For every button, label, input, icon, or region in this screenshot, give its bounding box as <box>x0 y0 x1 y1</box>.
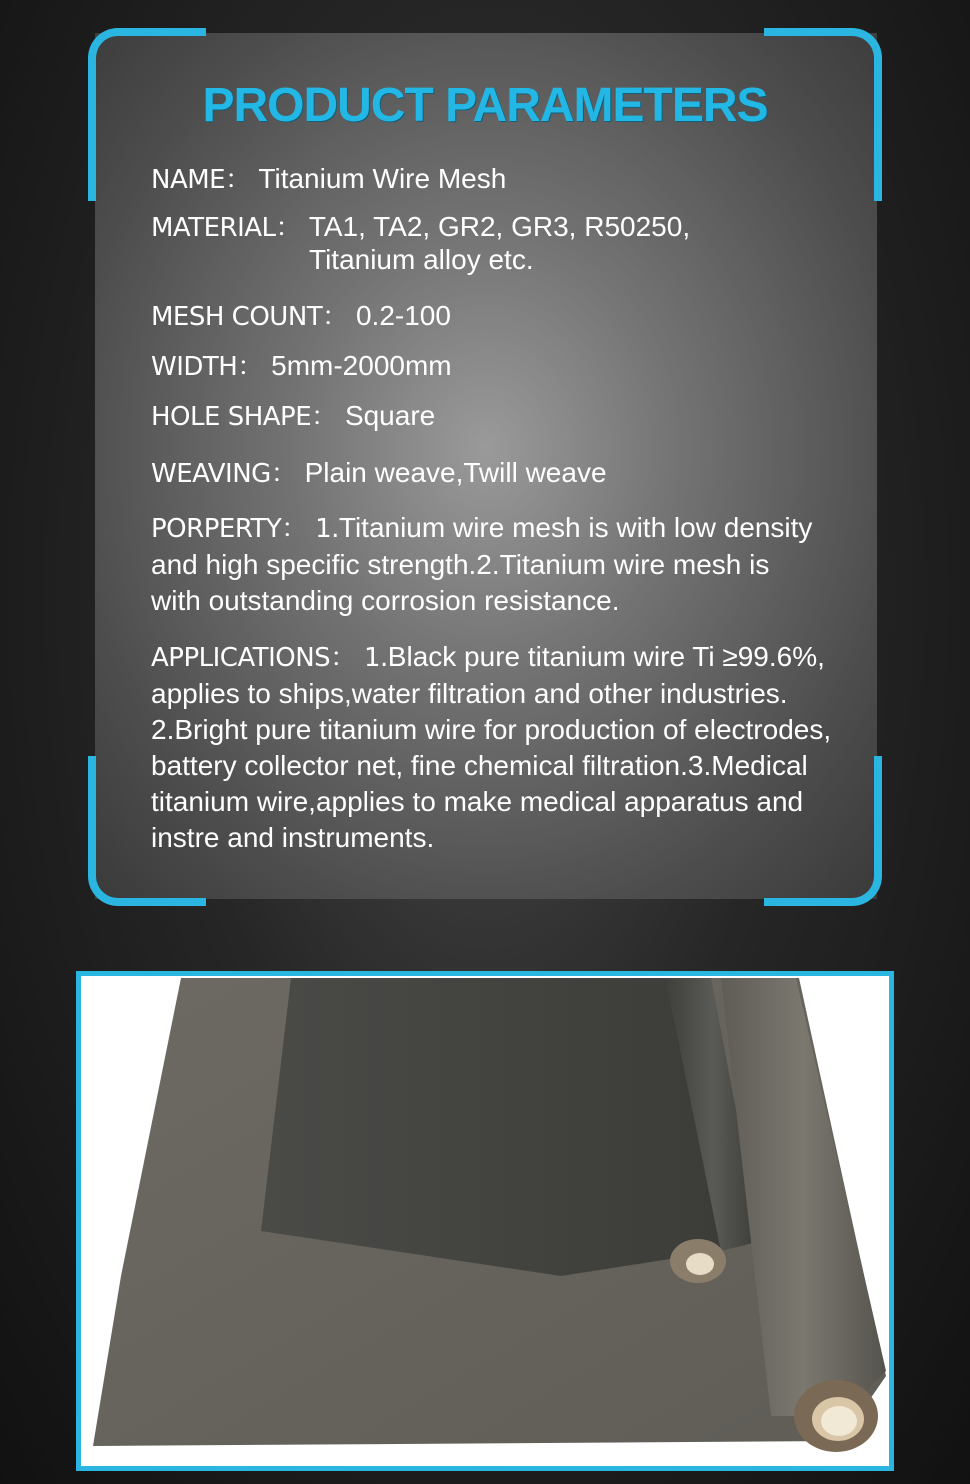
param-value: Square <box>344 400 436 431</box>
param-value-continued: Titanium alloy etc. <box>309 244 534 275</box>
param-label: APPLICATIONS <box>151 643 331 673</box>
param-value: Black pure titanium wire Ti ≥99.6%, <box>387 641 825 672</box>
product-photo <box>76 971 894 1471</box>
param-value: battery collector net, fine chemical filtration.3.Medical <box>151 750 808 781</box>
param-value: Plain weave,Twill weave <box>304 457 607 488</box>
param-value: 0.2-100 <box>355 300 451 331</box>
param-label: NAME <box>151 165 226 195</box>
param-mesh-count: MESH COUNT： 0.2-100 <box>151 300 451 332</box>
param-value: TA1, TA2, GR2, GR3, R50250, <box>308 211 691 242</box>
param-label: MATERIAL <box>151 213 276 243</box>
param-value: instre and instruments. <box>151 822 435 853</box>
param-width: WIDTH： 5mm-2000mm <box>151 350 452 382</box>
param-value: titanium wire,applies to make medical apparatus and <box>151 786 804 817</box>
param-number: 1. <box>363 643 388 673</box>
param-value: and high specific strength.2.Titanium wire mesh is <box>151 549 770 580</box>
param-hole-shape: HOLE SHAPE： Square <box>151 400 436 432</box>
param-value: with outstanding corrosion resistance. <box>151 585 620 616</box>
param-value: Titanium Wire Mesh <box>258 163 507 194</box>
param-label: MESH COUNT <box>151 302 323 332</box>
param-number: 1. <box>315 514 339 544</box>
page-title: PRODUCT PARAMETERS <box>202 79 768 132</box>
param-weaving: WEAVING： Plain weave,Twill weave <box>151 457 607 489</box>
param-label: WEAVING <box>151 459 271 489</box>
mesh-rolls-illustration <box>81 976 889 1466</box>
param-value: 2.Bright pure titanium wire for production of electrodes, <box>151 714 832 745</box>
param-value: Titanium wire mesh is with low density <box>338 512 813 543</box>
param-material: MATERIAL： TA1, TA2, GR2, GR3, R50250, Titanium alloy etc. <box>151 211 851 275</box>
param-label: HOLE SHAPE <box>151 402 312 432</box>
param-property: PORPERTY： 1.Titanium wire mesh is with low density and high specific strength.2.Titanium wire mesh is with outstanding corrosion resistance. <box>151 512 813 616</box>
param-applications: APPLICATIONS： 1.Black pure titanium wire Ti ≥99.6%, applies to ships,water filtration and other industries. 2.Bright pure titanium wire for production of electrodes, battery collector net, fine chemical filtration.3.Medical titanium wire,applies to make medical apparatus and instre and instruments. <box>151 641 832 853</box>
param-name: NAME： Titanium Wire Mesh <box>151 163 507 195</box>
mesh-sheet-dark <box>261 978 721 1276</box>
param-label: PORPERTY <box>151 514 282 544</box>
param-value: 5mm-2000mm <box>271 350 452 381</box>
param-value: applies to ships,water filtration and other industries. <box>151 678 788 709</box>
param-label: WIDTH <box>151 352 238 382</box>
